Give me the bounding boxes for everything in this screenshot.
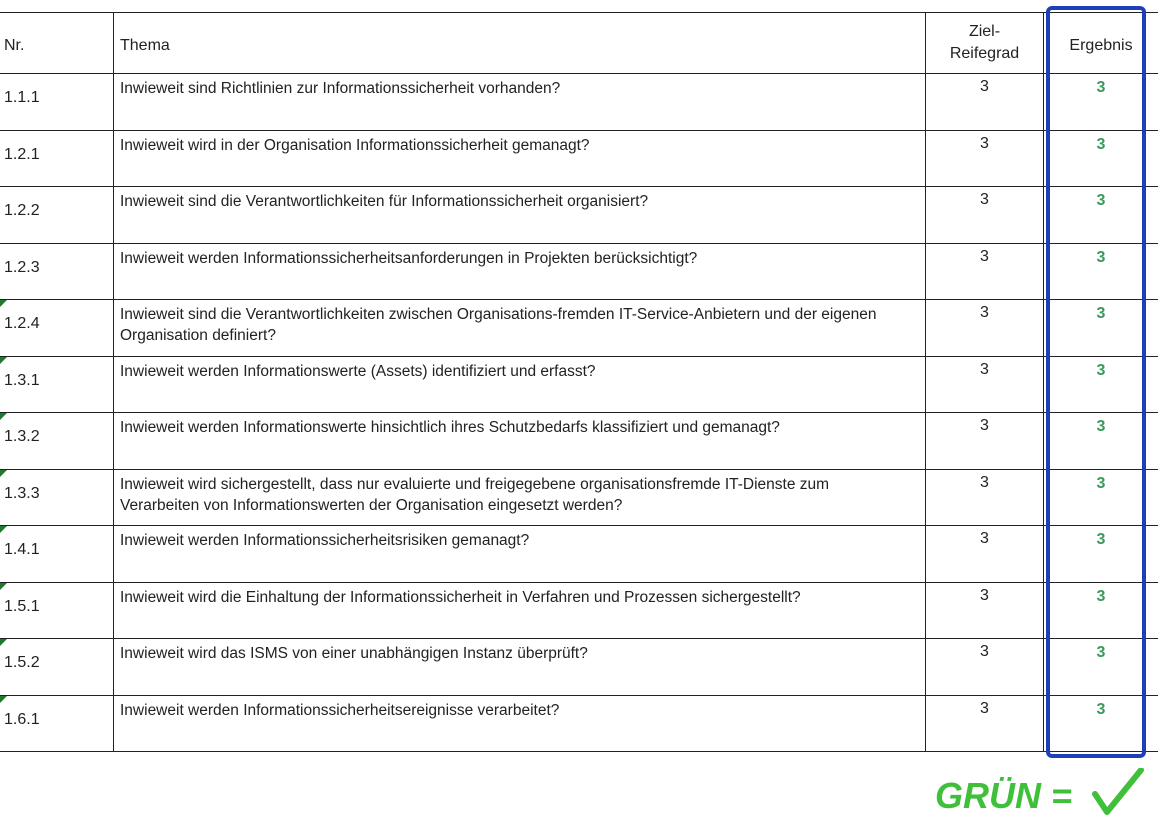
thema-cell — [113, 639, 925, 695]
thema-cell — [113, 696, 925, 752]
ziel-cell — [925, 470, 1043, 526]
table-row — [0, 583, 1158, 640]
table-row — [0, 131, 1158, 188]
header-nr-cell — [0, 13, 113, 73]
row-thema: Inwieweit wird die Einhaltung der Informationssicherheit in Verfahren und Prozessen sichergestellt? — [120, 588, 801, 606]
thema-cell — [113, 187, 925, 243]
thema-cell — [113, 131, 925, 187]
header-ziel-line1: Ziel- — [968, 23, 1001, 40]
row-number: 1.3.2 — [4, 428, 40, 445]
row-number: 1.3.3 — [4, 484, 40, 502]
row-thema: Inwieweit wird das ISMS von einer unabhängigen Instanz überprüft? — [120, 645, 588, 662]
row-thema: Inwieweit werden Informationswerte hinsichtlich ihres Schutzbedarfs klassifiziert und gemanagt? — [120, 419, 780, 436]
ziel-cell — [925, 300, 1043, 356]
row-ergebnis: 3 — [1096, 79, 1106, 96]
row-ergebnis: 3 — [1096, 135, 1106, 153]
comment-indicator-icon — [0, 413, 7, 420]
row-ergebnis: 3 — [1096, 474, 1106, 492]
table-row — [0, 187, 1158, 244]
row-ziel-reifegrad: 3 — [980, 247, 989, 265]
row-thema: Inwieweit sind die Verantwortlichkeiten für Informationssicherheit organisiert? — [120, 193, 649, 210]
ziel-cell — [925, 696, 1043, 752]
table-row — [0, 470, 1158, 527]
thema-cell — [113, 357, 925, 413]
comment-indicator-icon — [0, 526, 7, 533]
row-ziel-reifegrad: 3 — [980, 191, 989, 208]
row-ergebnis: 3 — [1096, 248, 1106, 266]
row-number: 1.2.2 — [4, 202, 40, 219]
comment-indicator-icon — [0, 639, 7, 646]
comment-indicator-icon — [0, 357, 7, 364]
header-ziel-line2: Reifegrad — [949, 45, 1020, 62]
row-thema: Inwieweit werden Informationssicherheitsrisiken gemanagt? — [120, 532, 530, 549]
header-thema: Thema — [120, 37, 170, 54]
ziel-cell — [925, 639, 1043, 695]
table-row — [0, 244, 1158, 301]
row-ziel-reifegrad: 3 — [980, 360, 989, 378]
row-ziel-reifegrad: 3 — [980, 473, 989, 491]
thema-cell — [113, 74, 925, 130]
row-ziel-reifegrad: 3 — [980, 530, 989, 547]
header-nr: Nr. — [4, 37, 25, 54]
thema-cell — [113, 470, 925, 526]
row-number: 1.2.1 — [4, 145, 40, 163]
nr-cell — [0, 526, 113, 582]
row-thema: Inwieweit werden Informationssicherheitsanforderungen in Projekten berücksichtigt? — [120, 249, 698, 267]
row-ergebnis: 3 — [1096, 418, 1106, 435]
row-ergebnis: 3 — [1096, 644, 1106, 661]
ziel-cell — [925, 583, 1043, 639]
nr-cell — [0, 583, 113, 639]
ziel-cell — [925, 187, 1043, 243]
ziel-cell — [925, 74, 1043, 130]
ziel-cell — [925, 413, 1043, 469]
row-ziel-reifegrad: 3 — [980, 643, 989, 660]
table-row — [0, 74, 1158, 131]
row-number: 1.4.1 — [4, 541, 40, 558]
nr-cell — [0, 696, 113, 752]
nr-cell — [0, 357, 113, 413]
annotation-text: GRÜN = — [935, 775, 1073, 816]
table-row — [0, 639, 1158, 696]
row-number: 1.2.4 — [4, 315, 40, 332]
ziel-cell — [925, 244, 1043, 300]
ergebnis-highlight-frame — [1046, 6, 1146, 758]
header-ziel-reifegrad — [926, 21, 1043, 65]
row-ziel-reifegrad: 3 — [980, 304, 989, 321]
nr-cell — [0, 413, 113, 469]
row-ziel-reifegrad: 3 — [980, 699, 989, 717]
header-thema-cell — [113, 13, 925, 73]
row-ziel-reifegrad: 3 — [980, 417, 989, 434]
table-row — [0, 696, 1158, 753]
row-ergebnis: 3 — [1096, 587, 1106, 605]
row-thema: Inwieweit wird in der Organisation Informationssicherheit gemanagt? — [120, 136, 590, 154]
table-header-row — [0, 12, 1158, 74]
thema-cell — [113, 300, 925, 356]
nr-cell — [0, 131, 113, 187]
comment-indicator-icon — [0, 470, 7, 477]
row-number: 1.5.2 — [4, 654, 40, 671]
row-ergebnis: 3 — [1096, 361, 1106, 379]
row-thema: Inwieweit sind Richtlinien zur Informationssicherheit vorhanden? — [120, 80, 561, 97]
row-number: 1.2.3 — [4, 258, 40, 276]
comment-indicator-icon — [0, 696, 7, 703]
row-ergebnis: 3 — [1096, 192, 1106, 209]
ziel-cell — [925, 131, 1043, 187]
row-thema: Inwieweit sind die Verantwortlichkeiten zwischen Organisations-fremden IT-Service-Anbietern und der eigenen Organisation definiert? — [120, 306, 877, 344]
table-row — [0, 357, 1158, 414]
row-number: 1.5.1 — [4, 597, 40, 615]
row-ziel-reifegrad: 3 — [980, 586, 989, 604]
checkmark-icon — [1095, 770, 1141, 812]
row-ergebnis: 3 — [1096, 700, 1106, 718]
row-ergebnis: 3 — [1096, 305, 1106, 322]
row-thema: Inwieweit werden Informationssicherheitsereignisse verarbeitet? — [120, 701, 560, 719]
row-number: 1.3.1 — [4, 371, 40, 389]
nr-cell — [0, 187, 113, 243]
table-row — [0, 300, 1158, 357]
comment-indicator-icon — [0, 300, 7, 307]
row-ergebnis: 3 — [1096, 531, 1106, 548]
row-thema: Inwieweit werden Informationswerte (Assets) identifiziert und erfasst? — [120, 362, 596, 380]
comment-indicator-icon — [0, 583, 7, 590]
nr-cell — [0, 74, 113, 130]
handwritten-annotation — [935, 768, 1155, 818]
header-ziel-cell — [925, 13, 1043, 73]
nr-cell — [0, 300, 113, 356]
ziel-cell — [925, 357, 1043, 413]
nr-cell — [0, 639, 113, 695]
row-number: 1.1.1 — [4, 89, 40, 106]
thema-cell — [113, 583, 925, 639]
header-ergebnis: Ergebnis — [1069, 37, 1133, 54]
row-ziel-reifegrad: 3 — [980, 134, 989, 152]
thema-cell — [113, 526, 925, 582]
table-row — [0, 413, 1158, 470]
row-thema: Inwieweit wird sichergestellt, dass nur evaluierte und freigegebene organisationsfremde IT-Dienste zum Verarbeiten von Informationswerten der Organisation eingesetzt werden? — [120, 475, 830, 514]
nr-cell — [0, 244, 113, 300]
ziel-cell — [925, 526, 1043, 582]
nr-cell — [0, 470, 113, 526]
thema-cell — [113, 244, 925, 300]
row-ziel-reifegrad: 3 — [980, 78, 989, 95]
thema-cell — [113, 413, 925, 469]
row-number: 1.6.1 — [4, 710, 40, 728]
table-row — [0, 526, 1158, 583]
